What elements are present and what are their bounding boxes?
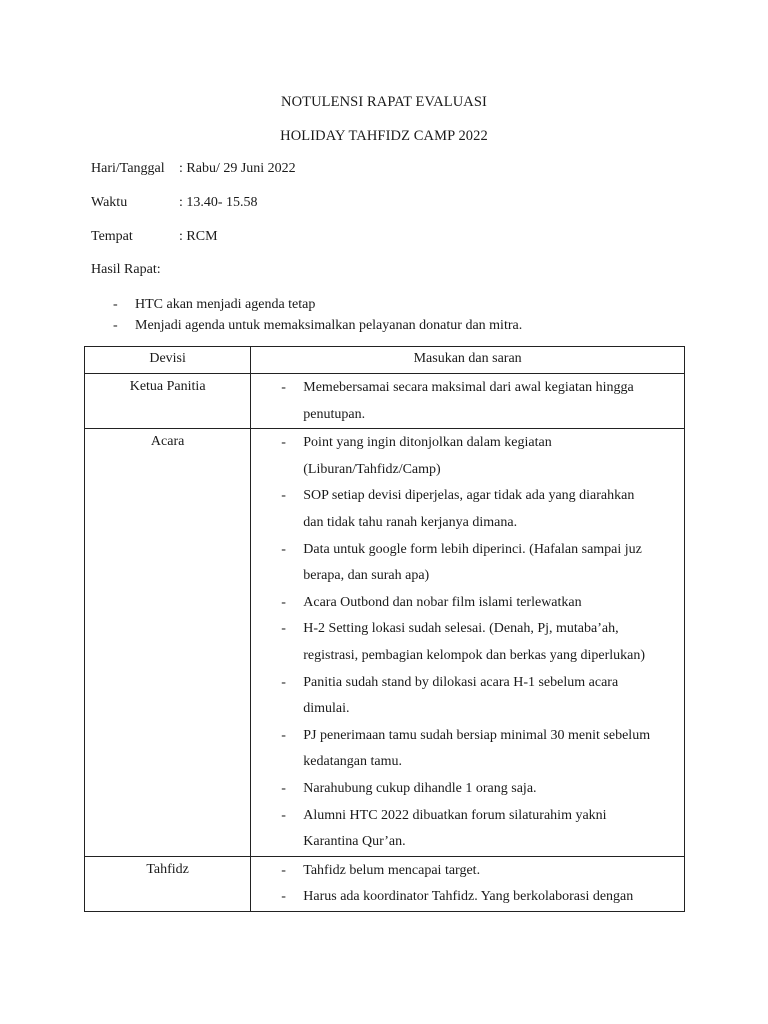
bullet-dash: - <box>281 488 286 504</box>
meta-value: : RCM <box>179 229 218 244</box>
list-item <box>281 430 680 483</box>
bullet-dash: - <box>281 780 286 796</box>
devisi-cell: Tahfidz <box>85 856 251 911</box>
text-line: Karantina Qur’an. <box>303 834 406 850</box>
text-line: Acara Outbond dan nobar film islami terlewatkan <box>303 594 582 610</box>
masukan-cell <box>251 856 685 911</box>
table-row <box>85 429 685 857</box>
list-item-text <box>303 590 680 617</box>
masukan-cell <box>251 429 685 857</box>
list-item <box>281 590 680 617</box>
meta-label: Hari/Tanggal <box>91 161 165 176</box>
list-item-text <box>303 537 680 590</box>
bullet-dash: - <box>281 889 286 905</box>
list-item <box>281 616 680 669</box>
bullet-dash: - <box>113 297 118 312</box>
hasil-rapat-heading: Hasil Rapat: <box>91 262 161 277</box>
list-item <box>281 858 680 885</box>
text-line: PJ penerimaan tamu sudah bersiap minimal 30 menit sebelum <box>303 727 651 743</box>
text-line: Data untuk google form lebih diperinci. (Hafalan sampai juz <box>303 541 642 557</box>
text-line: Narahubung cukup dihandle 1 orang saja. <box>303 780 537 796</box>
devisi-cell: Ketua Panitia <box>85 374 251 429</box>
text-line: (Liburan/Tahfidz/Camp) <box>303 461 441 477</box>
list-item-text <box>303 884 680 911</box>
list-item <box>281 723 680 776</box>
list-item-text <box>303 670 680 723</box>
list-item-text <box>303 375 680 428</box>
list-item <box>113 294 522 315</box>
bullet-dash: - <box>281 807 286 823</box>
bullet-dash: - <box>281 862 286 878</box>
list-item-text <box>303 776 680 803</box>
evaluation-table <box>84 346 685 912</box>
text-line: kedatangan tamu. <box>303 754 403 770</box>
masukan-cell <box>251 374 685 429</box>
bullet-dash: - <box>281 380 286 395</box>
meta-value: : 13.40- 15.58 <box>179 195 258 210</box>
text-line: H-2 Setting lokasi sudah selesai. (Denah, Pj, mutaba’ah, <box>303 621 619 637</box>
meta-label: Tempat <box>91 229 133 244</box>
list-item <box>281 803 680 856</box>
meta-label: Waktu <box>91 195 128 210</box>
table-header-row <box>85 347 685 374</box>
list-item-text <box>303 430 680 483</box>
document-title: NOTULENSI RAPAT EVALUASI <box>281 94 487 110</box>
list-item-text <box>303 858 680 885</box>
table-row <box>85 856 685 911</box>
bullet-dash: - <box>113 318 118 333</box>
list-item <box>281 375 680 428</box>
list-item-text <box>303 723 680 776</box>
masukan-list <box>251 429 684 856</box>
text-line: Point yang ingin ditonjolkan dalam kegiatan <box>303 435 552 451</box>
text-line: penutupan. <box>303 406 366 422</box>
header-devisi: Devisi <box>85 347 251 374</box>
text-line: Alumni HTC 2022 dibuatkan forum silaturahim yakni <box>303 807 607 823</box>
meta-place <box>91 229 218 245</box>
bullet-dash: - <box>281 727 286 743</box>
bullet-dash: - <box>281 621 286 637</box>
list-item <box>281 670 680 723</box>
masukan-list <box>251 374 684 428</box>
hasil-rapat-list <box>113 294 522 336</box>
meta-time <box>91 195 258 211</box>
text-line: SOP setiap devisi diperjelas, agar tidak ada yang diarahkan <box>303 488 635 504</box>
bullet-dash: - <box>281 541 286 557</box>
text-line: Tahfidz belum mencapai target. <box>303 862 481 878</box>
bullet-dash: - <box>281 674 286 690</box>
header-masukan: Masukan dan saran <box>251 347 685 374</box>
text-line: Panitia sudah stand by dilokasi acara H-1 sebelum acara <box>303 674 619 690</box>
table-row <box>85 374 685 429</box>
text-line: Memebersamai secara maksimal dari awal kegiatan hingga <box>303 380 634 395</box>
list-item <box>281 776 680 803</box>
list-item <box>281 483 680 536</box>
list-item <box>281 884 680 911</box>
table-body <box>85 374 685 912</box>
text-line: berapa, dan surah apa) <box>303 568 430 584</box>
list-item <box>113 315 522 336</box>
text-line: dimulai. <box>303 701 350 717</box>
text-line: Harus ada koordinator Tahfidz. Yang berkolaborasi dengan <box>303 889 634 905</box>
list-item-text <box>303 803 680 856</box>
text-line: dan tidak tahu ranah kerjanya dimana. <box>303 514 518 530</box>
text-line: registrasi, pembagian kelompok dan berkas yang diperlukan) <box>303 647 645 663</box>
list-item-text <box>303 483 680 536</box>
meta-value: : Rabu/ 29 Juni 2022 <box>179 161 296 176</box>
list-item <box>281 537 680 590</box>
masukan-list <box>251 857 684 911</box>
document-subtitle: HOLIDAY TAHFIDZ CAMP 2022 <box>280 128 488 144</box>
list-item-text <box>303 616 680 669</box>
list-item-text: Menjadi agenda untuk memaksimalkan pelayanan donatur dan mitra. <box>135 318 523 333</box>
bullet-dash: - <box>281 594 286 610</box>
devisi-cell: Acara <box>85 429 251 857</box>
bullet-dash: - <box>281 435 286 451</box>
meta-date <box>91 161 296 177</box>
list-item-text: HTC akan menjadi agenda tetap <box>135 297 316 312</box>
